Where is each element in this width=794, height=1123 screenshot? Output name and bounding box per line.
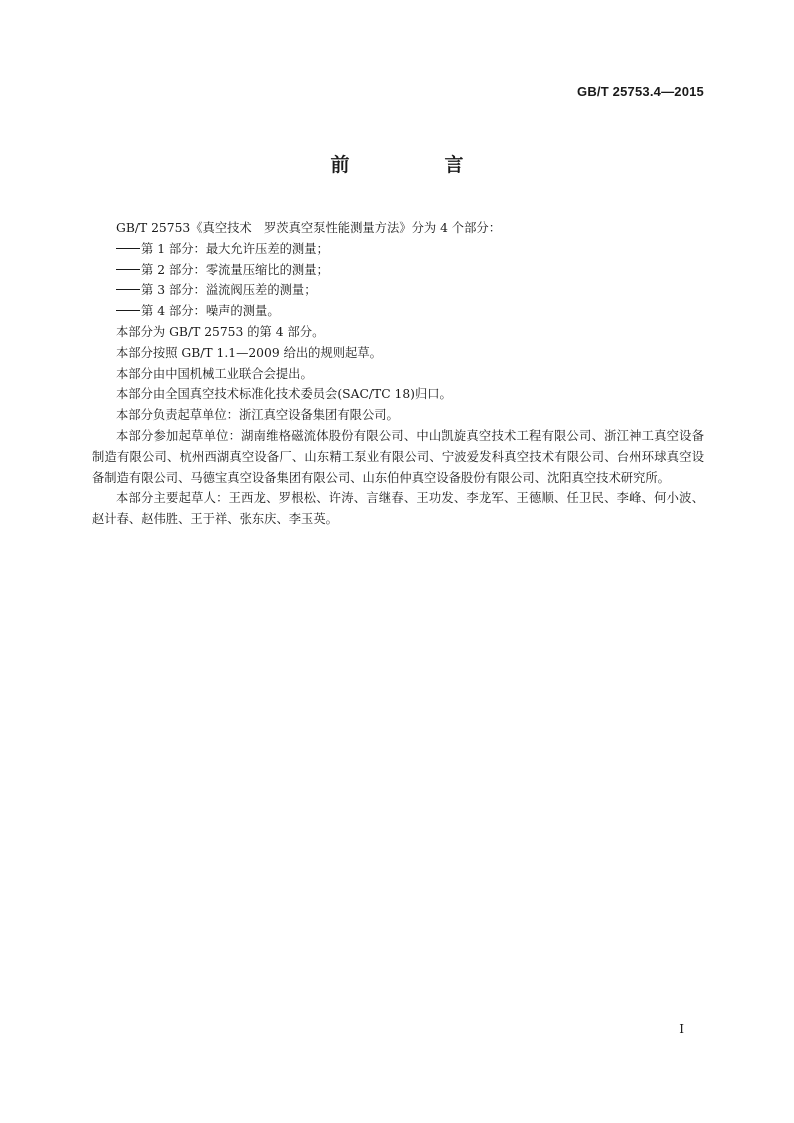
dash-mark (116, 289, 140, 290)
document-body (92, 218, 704, 530)
list-item (92, 280, 704, 301)
list-item (92, 301, 704, 322)
list-item-text: 第 1 部分：最大允许压差的测量； (141, 241, 329, 256)
paragraph: 本部分主要起草人：王西龙、罗根松、许涛、言继春、王功发、李龙军、王德顺、任卫民、李峰、何小波、赵计春、赵伟胜、王于祥、张东庆、李玉英。 (92, 491, 704, 527)
dash-mark (116, 310, 140, 311)
dash-mark (116, 248, 140, 249)
paragraph: 本部分由全国真空技术标准化技术委员会(SAC/TC 18)归口。 (116, 387, 452, 402)
page-title: 前 言 (330, 154, 502, 176)
standard-code: GB/T 25753.4—2015 (577, 84, 704, 99)
paragraph: 本部分按照 GB/T 1.1—2009 给出的规则起草。 (116, 345, 382, 360)
list-item-text: 第 2 部分：零流量压缩比的测量； (141, 262, 329, 277)
list-item-text: 第 3 部分：溢流阀压差的测量； (141, 283, 317, 298)
paragraph: 本部分参加起草单位：湖南维格磁流体股份有限公司、中山凯旋真空技术工程有限公司、浙江神工真空设备制造有限公司、杭州西湖真空设备厂、山东精工泵业有限公司、宁波爱发科真空技术有限公司、台州环球真空设备制造有限公司、马德宝真空设备集团有限公司、山东伯仲真空设备股份有限公司、沈阳真空技术研究所。 (92, 428, 704, 485)
paragraph: 本部分为 GB/T 25753 的第 4 部分。 (116, 324, 325, 339)
paragraph: 本部分由中国机械工业联合会提出。 (116, 366, 313, 381)
list-item (92, 239, 704, 260)
list-item-text: 第 4 部分：噪声的测量。 (141, 304, 280, 319)
paragraph: 本部分负责起草单位：浙江真空设备集团有限公司。 (116, 408, 399, 423)
page-number: I (679, 1022, 684, 1036)
dash-mark (116, 269, 140, 270)
list-item (92, 260, 704, 281)
intro-paragraph: GB/T 25753《真空技术 罗茨真空泵性能测量方法》分为 4 个部分： (116, 221, 501, 235)
